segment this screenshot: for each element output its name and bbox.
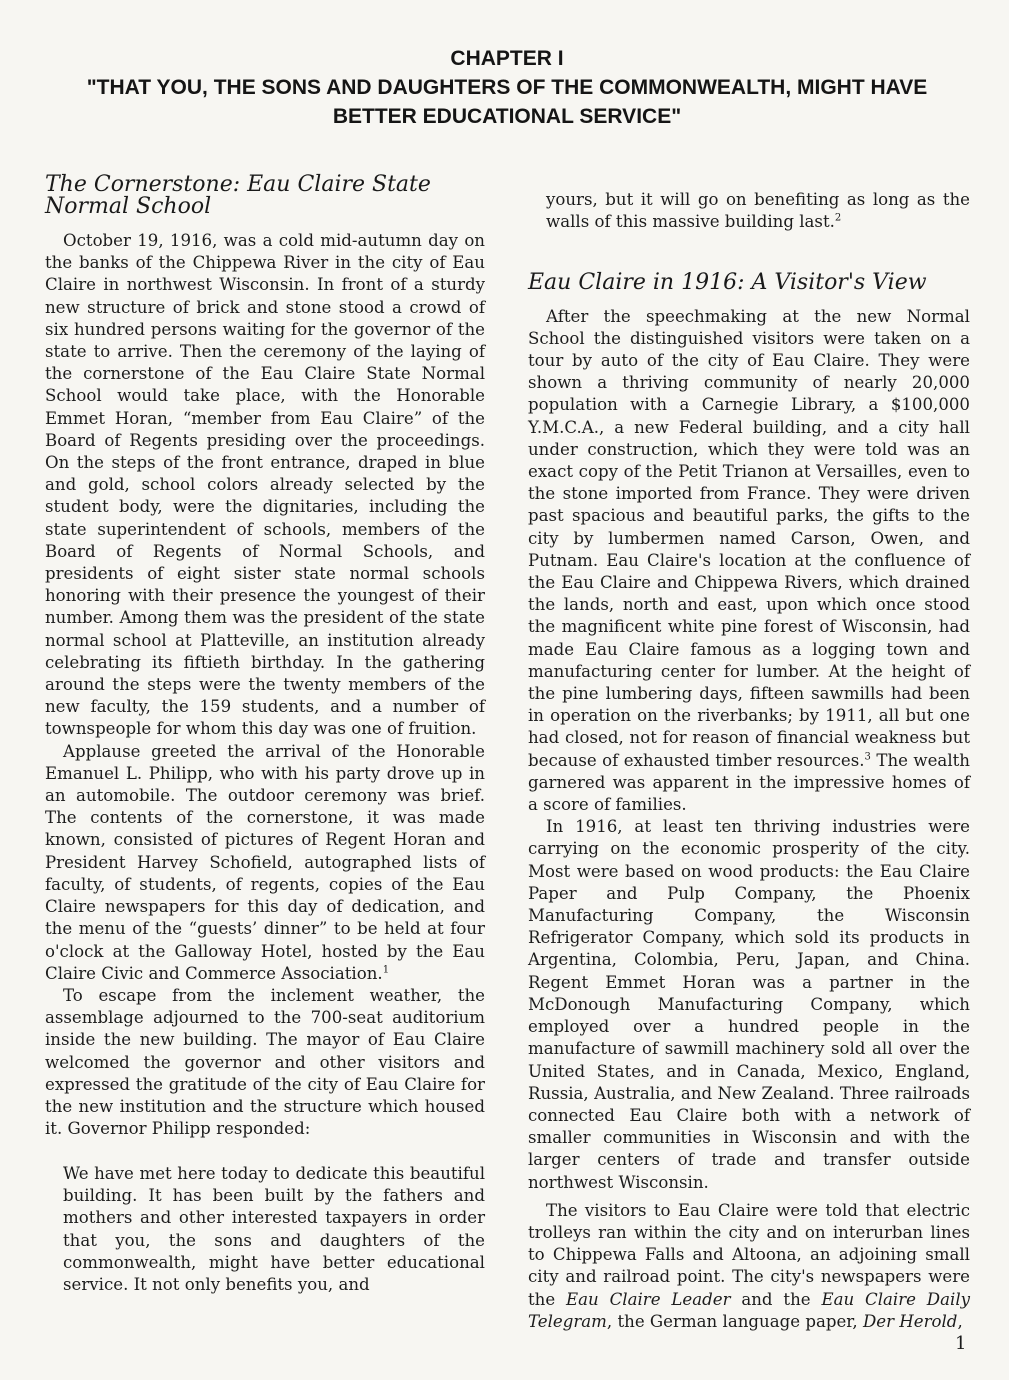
- paragraph-arrival-text: Applause greeted the arrival of the Honorable Emanuel L. Philipp, who with his party drove up in an automobile. The outdoor ceremony was brief. The contents of the cornerstone, it was made known, consisted of pictures of Regent Horan and President Harvey Schofield, autographed lists of faculty, of students, of regents, copies of the Eau Claire newspapers for this day of dedication, and the menu of the “guests’ dinner” to be held at four o'clock at the Galloway Hotel, hosted by the Eau Claire Civic and Commerce Association.: [45, 741, 485, 983]
- footnote-ref-3: 3: [864, 751, 871, 763]
- left-column: [45, 172, 485, 1313]
- page-number: 1: [955, 1333, 967, 1354]
- trolleys-text: The visitors to Eau Claire were told that electric trolleys ran within the city and on interurban lines to Chippewa Falls and Altoona, an adjoining small city and railroad point. The city's newspapers were the: [528, 1200, 970, 1309]
- governor-quote: We have met here today to dedicate this beautiful building. It has been built by the fathers and mothers and other interested taxpayers in order that you, the sons and daughters of the commonwealth, might have better educational service. It not only benefits you, and: [63, 1163, 485, 1294]
- heading-line-1: The Cornerstone: Eau Claire State: [45, 172, 431, 197]
- chapter-header: [40, 44, 974, 131]
- paragraph-arrival: [45, 741, 485, 985]
- section-heading-visitors-view: Eau Claire in 1916: A Visitor's View: [528, 269, 927, 295]
- trolleys-text-3: , the German language paper,: [606, 1311, 863, 1331]
- chapter-title-line-1: "THAT YOU, THE SONS AND DAUGHTERS OF THE COMMONWEALTH, MIGHT HAVE: [86, 76, 928, 99]
- section-heading-cornerstone: [45, 174, 485, 218]
- right-column: [528, 172, 970, 1333]
- paragraph-trolleys-newspapers: [528, 1200, 970, 1333]
- paragraph-industries: In 1916, at least ten thriving industries were carrying on the economic prosperity of the city. Most were based on wood products: the Eau Claire Paper and Pulp Company, the Phoenix Manufacturing Company, the Wisconsin Refrigerator Company, which sold its products in Argentina, Colombia, Peru, Japan, and China. Regent Emmet Horan was a partner in the McDonough Manufacturing Company, which employed over a hundred people in the manufacture of sawmill machinery sold all over the United States, and in Canada, Mexico, England, Russia, Australia, and New Zealand. Three railroads connected Eau Claire both with a network of smaller communities in Wisconsin and with the larger centers of trade and transfer outside northwest Wisconsin.: [528, 817, 970, 1192]
- paragraph-ceremony: October 19, 1916, was a cold mid-autumn day on the banks of the Chippewa River in the city of Eau Claire in northwest Wisconsin. In front of a sturdy new structure of brick and stone stood a crowd of six hundred persons waiting for the governor of the state to arrive. Then the ceremony of the laying of the cornerstone of the Eau Claire State Normal School would take place, with the Honorable Emmet Horan, “member from Eau Claire” of the Board of Regents presiding over the proceedings. On the steps of the front entrance, draped in blue and gold, school colors already selected by the student body, were the dignitaries, including the state superintendent of schools, members of the Board of Regents of Normal Schools, and presidents of eight sister state normal schools honoring with their presence the youngest of their number. Among them was the president of the state normal school at Platteville, an institution already celebrating its fiftieth birthday. In the gathering around the steps were the twenty members of the new faculty, the 159 students, and a number of townspeople for whom this day was one of fruition.: [45, 231, 485, 739]
- quote-continued-text: yours, but it will go on benefiting as long as the walls of this massive building last.: [546, 189, 970, 231]
- city-tour-text: After the speechmaking at the new Normal School the distinguished visitors were taken on a tour by auto of the city of Eau Claire. They were shown a thriving community of nearly 20,000 population with a Carnegie Library, a $100,000 Y.M.C.A., a new Federal building, and a city hall under construction, which they were told was an exact copy of the Petit Trianon at Versailles, even to the stone imported from France. They were driven past spacious and beautiful parks, the gifts to the city by lumbermen named Carson, Owen, and Putnam. Eau Claire's location at the confluence of the Eau Claire and Chippewa Rivers, which drained the lands, north and east, upon which once stood the magnificent white pine forest of Wisconsin, had made Eau Claire famous as a logging town and manufacturing center for lumber. At the height of the pine lumbering days, fifteen sawmills had been in operation on the riverbanks; by 1911, all but one had closed, not for reason of financial weakness but because of exhausted timber resources.: [528, 306, 970, 770]
- chapter-title-line-2: BETTER EDUCATIONAL SERVICE": [332, 105, 682, 128]
- newspaper-herold: Der Herold: [862, 1311, 958, 1331]
- trolleys-text-4: ,: [957, 1311, 963, 1331]
- governor-quote-continued: [546, 189, 970, 233]
- trolleys-text-2: and the: [730, 1289, 822, 1309]
- footnote-ref-1: 1: [382, 964, 390, 976]
- footnote-ref-2: 2: [834, 212, 842, 224]
- heading-line-2: Normal School: [45, 194, 212, 219]
- paragraph-city-tour: [528, 306, 970, 817]
- city-tour-tail: The wealth garnered was apparent in the impressive homes of a score of families.: [528, 750, 970, 815]
- paragraph-auditorium: To escape from the inclement weather, the assemblage adjourned to the 700-seat auditorium inside the new building. The mayor of Eau Claire welcomed the governor and other visitors and expressed the gratitude of the city of Eau Claire for the new institution and the structure which housed it. Governor Philipp responded:: [45, 985, 485, 1139]
- chapter-number: CHAPTER I: [450, 47, 564, 70]
- newspaper-leader: Eau Claire Leader: [566, 1289, 731, 1309]
- newspaper-telegram: Eau Claire Daily Telegram: [528, 1289, 970, 1331]
